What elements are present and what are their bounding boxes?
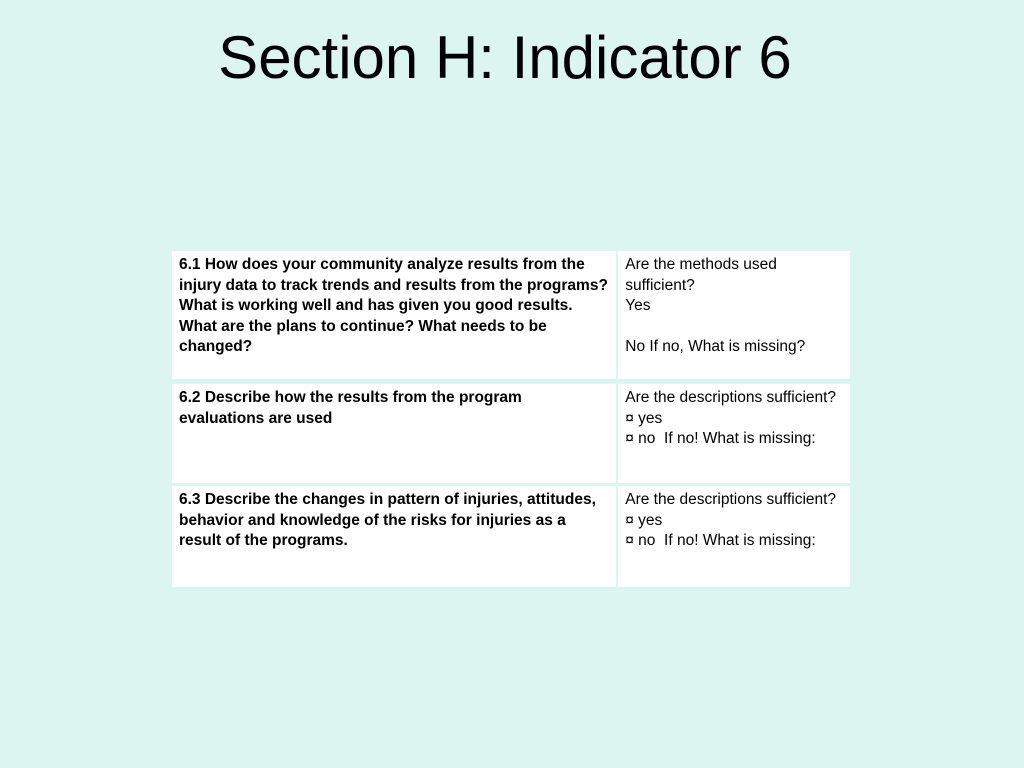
answer-option-yes: Yes: [625, 297, 651, 314]
answer-cell: [617, 251, 850, 382]
answer-cell: [617, 382, 850, 485]
answer-blank-line: [625, 317, 843, 338]
table-row: [172, 382, 850, 485]
answer-prompt: Are the methods used sufficient?: [625, 256, 782, 294]
answer-option-yes: ¤ yes: [625, 511, 663, 529]
answer-prompt: Are the descriptions sufficient?: [625, 389, 837, 406]
question-cell: 6.2 Describe how the results from the program evaluations are used: [172, 382, 617, 485]
answer-cell: [617, 485, 850, 588]
slide-title: Section H: Indicator 6: [218, 24, 792, 91]
answer-option-yes: ¤ yes: [625, 409, 663, 427]
answer-option-no: No If no, What is missing?: [625, 338, 806, 355]
indicator-table: [172, 251, 850, 587]
answer-option-no: ¤ no If no! What is missing:: [625, 430, 816, 447]
answer-option-no: ¤ no If no! What is missing:: [625, 532, 816, 549]
question-cell: 6.1 How does your community analyze results from the injury data to track trends and results from the programs? What is working well and has given you good results. What are the plans to continue? What needs to be changed?: [172, 251, 617, 382]
question-cell: 6.3 Describe the changes in pattern of injuries, attitudes, behavior and knowledge of the risks for injuries as a result of the programs.: [172, 485, 617, 588]
table-row: [172, 485, 850, 588]
table-row: [172, 251, 850, 382]
answer-prompt: Are the descriptions sufficient?: [625, 491, 837, 508]
